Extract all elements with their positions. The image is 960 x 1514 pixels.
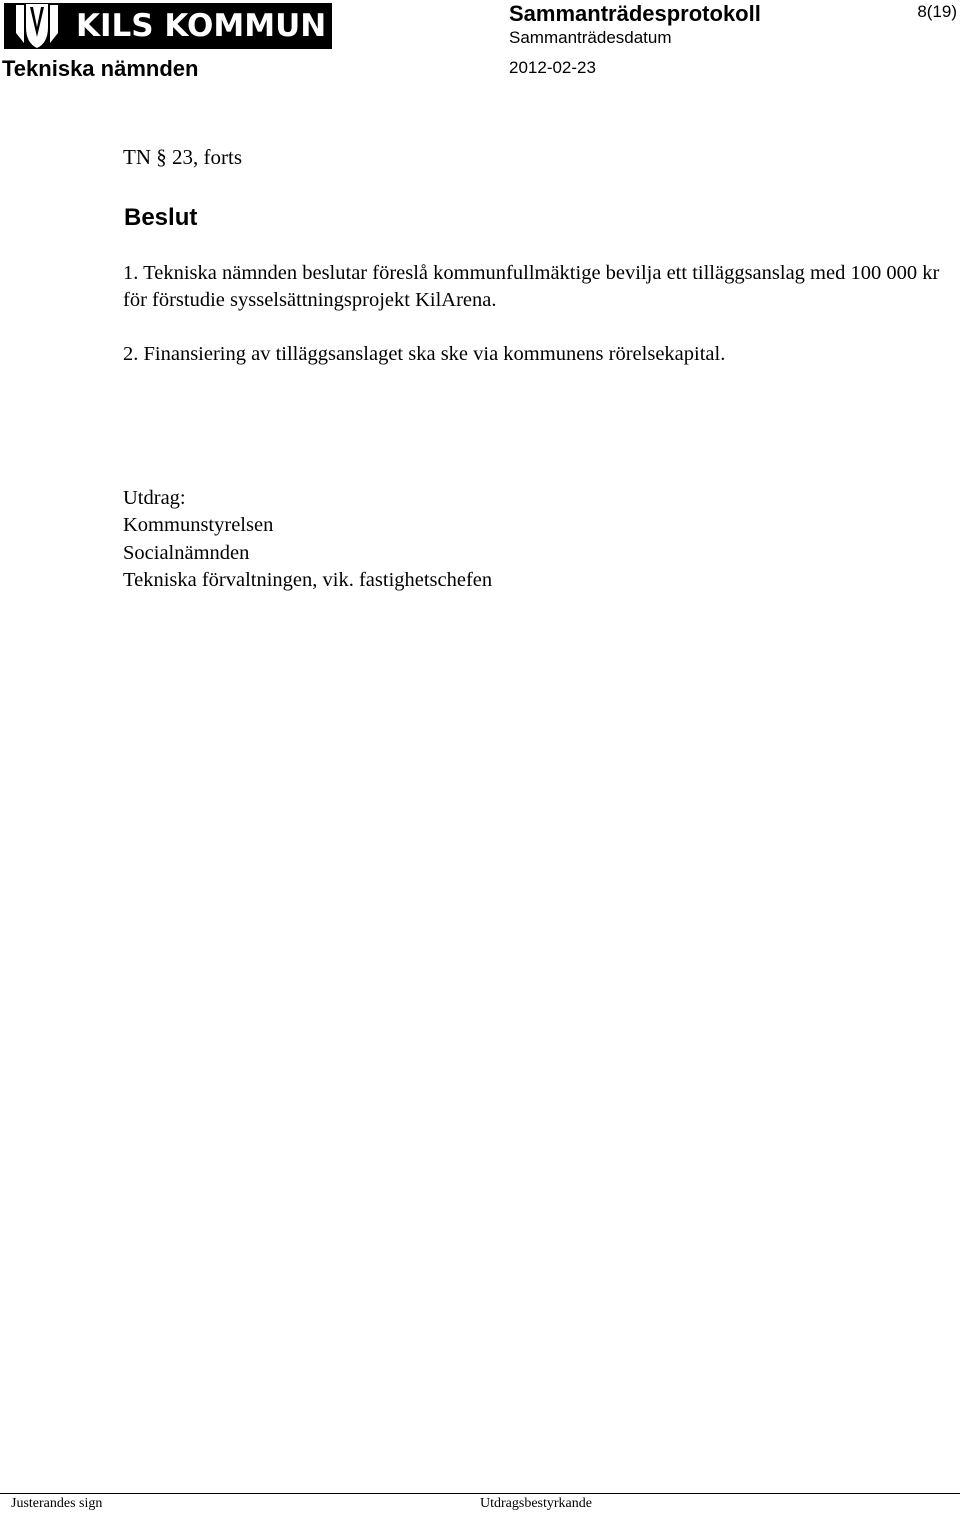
logo-wordmark: KILS KOMMUN <box>76 8 327 44</box>
page-number: 8(19) <box>917 2 957 21</box>
meeting-date-value: 2012-02-23 <box>509 58 596 77</box>
extract-recipient: Tekniska förvaltningen, vik. fastighetschefen <box>123 568 493 591</box>
extract-list <box>123 485 492 594</box>
decision-heading: Beslut <box>124 204 198 231</box>
extract-recipient: Kommunstyrelsen <box>123 514 274 537</box>
section-reference: TN § 23, forts <box>123 145 242 169</box>
extract-recipient: Socialnämnden <box>123 541 250 564</box>
meeting-date-label: Sammanträdesdatum <box>509 28 672 47</box>
department-name: Tekniska nämnden <box>2 56 199 81</box>
footer-divider <box>0 1493 960 1494</box>
decision-paragraph-2: 2. Finansiering av tilläggsanslaget ska ske via kommunens rörelsekapital. <box>123 343 726 365</box>
shield-emblem-icon <box>4 3 70 49</box>
extract-label: Utdrag: <box>123 487 186 509</box>
decision-paragraph-1: 1. Tekniska nämnden beslutar föreslå kommunfullmäktige bevilja ett tilläggsanslag med 100 000 kr för förstudie sysselsättningsprojekt KilArena. <box>123 262 940 311</box>
document-title: Sammanträdesprotokoll <box>509 1 761 26</box>
municipality-logo <box>4 3 332 49</box>
footer-extract-certification: Utdragsbestyrkande <box>480 1496 592 1511</box>
footer-adjuster-signature: Justerandes sign <box>11 1496 103 1511</box>
